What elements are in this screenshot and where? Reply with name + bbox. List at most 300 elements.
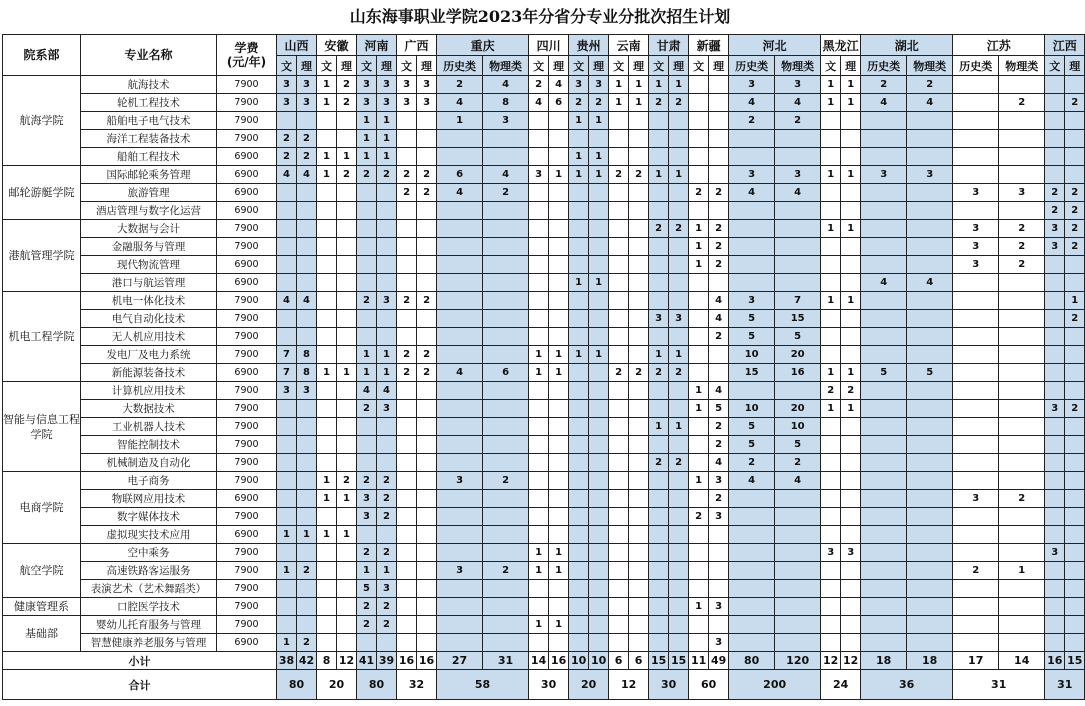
subject-header: 文: [277, 56, 297, 76]
plan-cell: 2: [729, 112, 775, 130]
plan-cell: [609, 526, 629, 544]
plan-cell: [953, 634, 999, 652]
plan-cell: 2: [437, 76, 483, 94]
plan-cell: [317, 328, 337, 346]
major-cell: 发电厂及电力系统: [81, 346, 217, 364]
plan-cell: [689, 328, 709, 346]
plan-cell: [609, 508, 629, 526]
plan-cell: [841, 328, 861, 346]
plan-cell: 2: [397, 364, 417, 382]
plan-cell: [357, 202, 377, 220]
plan-cell: [999, 364, 1045, 382]
plan-cell: [529, 112, 549, 130]
major-cell: 大数据技术: [81, 400, 217, 418]
plan-cell: [589, 436, 609, 454]
plan-cell: [483, 310, 529, 328]
subject-header: 文: [357, 56, 377, 76]
plan-cell: 3: [377, 76, 397, 94]
plan-cell: [953, 328, 999, 346]
fee-cell: 7900: [217, 130, 277, 148]
plan-cell: [397, 112, 417, 130]
plan-cell: [841, 112, 861, 130]
plan-cell: [569, 130, 589, 148]
plan-cell: [397, 400, 417, 418]
plan-cell: [437, 436, 483, 454]
plan-cell: [377, 184, 397, 202]
plan-cell: [437, 616, 483, 634]
plan-cell: [529, 526, 549, 544]
plan-cell: [529, 256, 549, 274]
plan-cell: 3: [669, 310, 689, 328]
plan-cell: [821, 454, 841, 472]
plan-cell: [689, 418, 709, 436]
subject-header: 物理类: [999, 56, 1045, 76]
subject-header: 理: [377, 56, 397, 76]
plan-cell: [709, 76, 729, 94]
dept-cell: 智能与信息工程学院: [3, 382, 81, 472]
plan-cell: [589, 472, 609, 490]
plan-cell: [609, 346, 629, 364]
plan-cell: 1: [589, 274, 609, 292]
plan-cell: [953, 130, 999, 148]
plan-cell: [483, 382, 529, 400]
plan-cell: [337, 454, 357, 472]
table-row: [3, 184, 1085, 202]
plan-cell: [437, 328, 483, 346]
plan-cell: [861, 472, 907, 490]
plan-cell: [1045, 562, 1065, 580]
plan-cell: [483, 580, 529, 598]
plan-cell: [337, 508, 357, 526]
province-header: 安徽: [317, 35, 357, 56]
plan-cell: 3: [297, 76, 317, 94]
plan-cell: 2: [297, 130, 317, 148]
plan-cell: [337, 238, 357, 256]
plan-cell: [609, 544, 629, 562]
plan-cell: [649, 562, 669, 580]
plan-cell: [775, 526, 821, 544]
plan-cell: [337, 112, 357, 130]
plan-cell: [999, 274, 1045, 292]
plan-cell: [277, 400, 297, 418]
plan-cell: [297, 418, 317, 436]
plan-cell: 1: [821, 400, 841, 418]
plan-cell: 1: [337, 526, 357, 544]
plan-cell: 20: [775, 346, 821, 364]
table-row: [3, 274, 1085, 292]
plan-cell: [953, 436, 999, 454]
plan-cell: [529, 238, 549, 256]
plan-cell: [775, 382, 821, 400]
major-cell: 机械制造及自动化: [81, 454, 217, 472]
plan-cell: [907, 616, 953, 634]
plan-cell: 8: [297, 364, 317, 382]
plan-cell: [999, 580, 1045, 598]
plan-cell: [397, 454, 417, 472]
plan-cell: [907, 562, 953, 580]
plan-cell: 3: [377, 400, 397, 418]
plan-cell: [1065, 364, 1085, 382]
subject-header: 历史类: [861, 56, 907, 76]
plan-cell: [821, 580, 841, 598]
plan-cell: [317, 184, 337, 202]
plan-cell: [999, 436, 1045, 454]
plan-cell: [841, 562, 861, 580]
plan-cell: [841, 184, 861, 202]
table-row: [3, 112, 1085, 130]
plan-cell: 2: [629, 364, 649, 382]
plan-cell: [589, 526, 609, 544]
fee-cell: 6900: [217, 490, 277, 508]
plan-cell: [569, 508, 589, 526]
plan-cell: [529, 508, 549, 526]
plan-cell: [907, 256, 953, 274]
plan-cell: [417, 112, 437, 130]
plan-cell: 2: [775, 112, 821, 130]
plan-cell: 4: [775, 94, 821, 112]
plan-cell: [589, 364, 609, 382]
total-cell: 20: [569, 670, 609, 700]
plan-cell: 2: [669, 220, 689, 238]
plan-cell: 10: [729, 400, 775, 418]
plan-cell: [649, 184, 669, 202]
plan-cell: 8: [297, 346, 317, 364]
plan-cell: 8: [483, 94, 529, 112]
plan-cell: [689, 634, 709, 652]
plan-cell: 2: [709, 328, 729, 346]
plan-cell: 15: [775, 310, 821, 328]
plan-cell: 1: [821, 76, 841, 94]
plan-cell: [907, 346, 953, 364]
plan-cell: [775, 202, 821, 220]
plan-cell: [337, 184, 357, 202]
plan-cell: 1: [317, 364, 337, 382]
subject-header: 理: [669, 56, 689, 76]
plan-cell: [841, 202, 861, 220]
plan-cell: [417, 562, 437, 580]
plan-cell: 1: [689, 472, 709, 490]
subtotal-cell: 12: [337, 652, 357, 670]
plan-cell: 2: [1065, 184, 1085, 202]
plan-cell: [907, 238, 953, 256]
plan-cell: [629, 526, 649, 544]
plan-cell: [1065, 436, 1085, 454]
plan-cell: [669, 112, 689, 130]
plan-cell: [297, 508, 317, 526]
subject-header: 物理类: [907, 56, 953, 76]
plan-cell: [437, 544, 483, 562]
plan-cell: 5: [729, 328, 775, 346]
subject-header: 理: [337, 56, 357, 76]
plan-cell: 2: [689, 184, 709, 202]
plan-cell: [907, 508, 953, 526]
fee-cell: 7900: [217, 580, 277, 598]
plan-cell: [907, 544, 953, 562]
plan-cell: [689, 76, 709, 94]
plan-cell: [689, 202, 709, 220]
plan-cell: [1065, 274, 1085, 292]
plan-cell: [317, 508, 337, 526]
plan-cell: 1: [821, 166, 841, 184]
plan-cell: [999, 202, 1045, 220]
total-cell: 12: [609, 670, 649, 700]
plan-cell: 2: [775, 454, 821, 472]
plan-cell: [277, 112, 297, 130]
plan-cell: 2: [357, 292, 377, 310]
plan-cell: 2: [709, 436, 729, 454]
plan-cell: [357, 310, 377, 328]
plan-cell: [589, 616, 609, 634]
plan-cell: 4: [775, 472, 821, 490]
plan-cell: [729, 562, 775, 580]
plan-cell: [907, 436, 953, 454]
plan-cell: [729, 220, 775, 238]
plan-cell: [297, 472, 317, 490]
fee-cell: 7900: [217, 436, 277, 454]
plan-cell: 2: [589, 94, 609, 112]
plan-cell: [437, 148, 483, 166]
plan-cell: [629, 202, 649, 220]
plan-cell: [629, 328, 649, 346]
total-cell: 24: [821, 670, 861, 700]
subtotal-cell: 14: [529, 652, 549, 670]
header-fee: 学费 (元/年): [217, 35, 277, 76]
plan-cell: [821, 526, 841, 544]
plan-cell: [841, 490, 861, 508]
plan-cell: 3: [953, 490, 999, 508]
plan-cell: [629, 130, 649, 148]
subtotal-cell: 15: [649, 652, 669, 670]
plan-cell: 2: [277, 148, 297, 166]
subject-header: 理: [297, 56, 317, 76]
plan-cell: 2: [417, 184, 437, 202]
plan-cell: 4: [549, 76, 569, 94]
table-row: [3, 616, 1085, 634]
plan-cell: [437, 508, 483, 526]
plan-cell: [397, 436, 417, 454]
fee-cell: 6900: [217, 364, 277, 382]
plan-cell: 1: [317, 94, 337, 112]
plan-cell: 2: [709, 238, 729, 256]
plan-cell: [729, 238, 775, 256]
plan-cell: [609, 130, 629, 148]
plan-cell: [629, 382, 649, 400]
plan-cell: [277, 418, 297, 436]
plan-cell: [1045, 256, 1065, 274]
plan-cell: [841, 130, 861, 148]
plan-cell: [529, 184, 549, 202]
plan-cell: [609, 274, 629, 292]
plan-cell: 4: [437, 94, 483, 112]
plan-cell: 1: [317, 472, 337, 490]
plan-cell: [689, 364, 709, 382]
plan-cell: [317, 202, 337, 220]
plan-cell: [437, 346, 483, 364]
plan-cell: [397, 202, 417, 220]
plan-cell: [729, 634, 775, 652]
province-header: 黑龙江: [821, 35, 861, 56]
plan-cell: 1: [569, 346, 589, 364]
plan-cell: 1: [277, 526, 297, 544]
plan-cell: [775, 544, 821, 562]
plan-cell: 1: [357, 148, 377, 166]
plan-cell: 3: [529, 166, 549, 184]
plan-cell: [729, 256, 775, 274]
header-dept: 院系部: [3, 35, 81, 76]
plan-cell: [569, 382, 589, 400]
plan-cell: [589, 634, 609, 652]
province-header: 河北: [729, 35, 821, 56]
plan-cell: [549, 112, 569, 130]
plan-cell: [317, 274, 337, 292]
plan-cell: [589, 328, 609, 346]
plan-cell: 1: [649, 418, 669, 436]
plan-cell: [1045, 490, 1065, 508]
plan-cell: [297, 238, 317, 256]
plan-cell: 1: [377, 364, 397, 382]
plan-cell: [669, 292, 689, 310]
plan-cell: [397, 526, 417, 544]
subject-header: 历史类: [953, 56, 999, 76]
plan-cell: 1: [297, 526, 317, 544]
plan-cell: [669, 202, 689, 220]
fee-cell: 7900: [217, 220, 277, 238]
plan-cell: [629, 310, 649, 328]
plan-cell: [629, 490, 649, 508]
table-row: [3, 364, 1085, 382]
major-cell: 轮机工程技术: [81, 94, 217, 112]
table-row: [3, 166, 1085, 184]
province-header: 重庆: [437, 35, 529, 56]
plan-cell: 2: [1065, 400, 1085, 418]
plan-cell: [953, 310, 999, 328]
plan-cell: [953, 112, 999, 130]
plan-cell: [841, 598, 861, 616]
plan-cell: 3: [397, 76, 417, 94]
plan-cell: [1045, 94, 1065, 112]
plan-cell: 4: [861, 94, 907, 112]
plan-cell: [317, 220, 337, 238]
plan-cell: [649, 616, 669, 634]
table-row: [3, 346, 1085, 364]
major-cell: 海洋工程装备技术: [81, 130, 217, 148]
plan-cell: 1: [841, 292, 861, 310]
plan-cell: 4: [729, 184, 775, 202]
plan-cell: [397, 544, 417, 562]
plan-cell: [999, 292, 1045, 310]
plan-cell: [649, 634, 669, 652]
plan-cell: [397, 598, 417, 616]
province-header: 云南: [609, 35, 649, 56]
plan-cell: [317, 580, 337, 598]
plan-cell: 1: [821, 94, 841, 112]
subject-header: 理: [589, 56, 609, 76]
plan-cell: [337, 544, 357, 562]
plan-cell: [549, 202, 569, 220]
subtotal-cell: 16: [1045, 652, 1065, 670]
plan-cell: [569, 292, 589, 310]
major-cell: 虚拟现实技术应用: [81, 526, 217, 544]
plan-cell: [529, 328, 549, 346]
plan-cell: [999, 328, 1045, 346]
plan-cell: [437, 292, 483, 310]
plan-cell: [649, 400, 669, 418]
plan-cell: [397, 274, 417, 292]
plan-cell: [709, 166, 729, 184]
plan-cell: [549, 148, 569, 166]
plan-cell: [821, 436, 841, 454]
plan-cell: 1: [549, 616, 569, 634]
plan-cell: 2: [953, 562, 999, 580]
plan-cell: 1: [549, 364, 569, 382]
plan-cell: 1: [529, 544, 549, 562]
plan-cell: [907, 310, 953, 328]
plan-cell: [589, 562, 609, 580]
plan-cell: 1: [377, 346, 397, 364]
plan-cell: [629, 400, 649, 418]
plan-cell: [337, 382, 357, 400]
plan-cell: 3: [709, 634, 729, 652]
subtotal-cell: 16: [417, 652, 437, 670]
plan-cell: [589, 238, 609, 256]
plan-cell: [729, 580, 775, 598]
plan-cell: 2: [417, 364, 437, 382]
plan-cell: [907, 184, 953, 202]
plan-cell: [357, 238, 377, 256]
plan-cell: [529, 292, 549, 310]
fee-cell: 7900: [217, 94, 277, 112]
plan-cell: [1065, 598, 1085, 616]
plan-cell: [297, 202, 317, 220]
plan-cell: 1: [337, 364, 357, 382]
plan-cell: 2: [377, 598, 397, 616]
plan-cell: [1045, 364, 1065, 382]
major-cell: 婴幼儿托育服务与管理: [81, 616, 217, 634]
fee-cell: 6900: [217, 202, 277, 220]
plan-cell: 1: [357, 130, 377, 148]
plan-cell: 1: [317, 490, 337, 508]
plan-cell: 1: [529, 616, 549, 634]
plan-cell: [841, 616, 861, 634]
plan-cell: [317, 130, 337, 148]
plan-cell: [417, 490, 437, 508]
plan-cell: [729, 544, 775, 562]
subject-header: 文: [317, 56, 337, 76]
table-row: [3, 202, 1085, 220]
plan-cell: [1045, 166, 1065, 184]
plan-cell: [861, 580, 907, 598]
plan-cell: [529, 490, 549, 508]
fee-cell: 6900: [217, 526, 277, 544]
plan-cell: [483, 238, 529, 256]
plan-cell: 2: [649, 364, 669, 382]
plan-cell: [1045, 112, 1065, 130]
plan-cell: 2: [669, 94, 689, 112]
plan-cell: [529, 400, 549, 418]
plan-cell: 2: [357, 544, 377, 562]
plan-cell: [629, 436, 649, 454]
plan-cell: [953, 166, 999, 184]
plan-cell: [861, 508, 907, 526]
plan-cell: [397, 616, 417, 634]
major-cell: 酒店管理与数字化运营: [81, 202, 217, 220]
plan-cell: [317, 346, 337, 364]
plan-cell: [669, 148, 689, 166]
plan-cell: 3: [357, 94, 377, 112]
plan-cell: [357, 184, 377, 202]
plan-cell: [417, 508, 437, 526]
plan-cell: 4: [277, 166, 297, 184]
